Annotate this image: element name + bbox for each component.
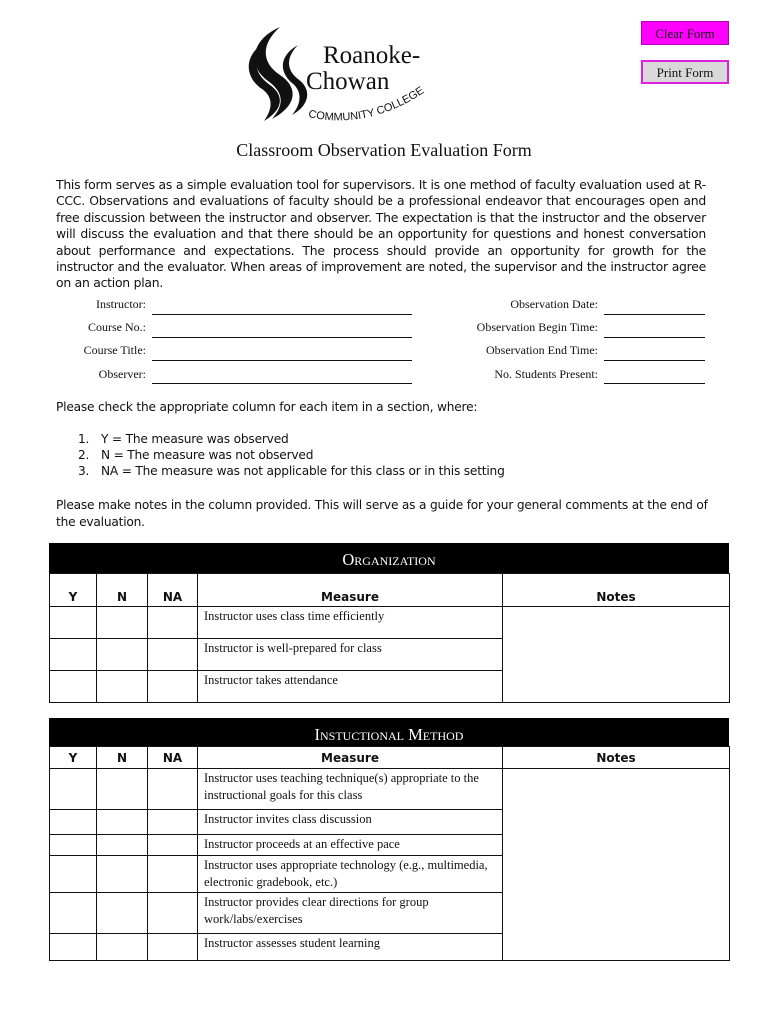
page-title: Classroom Observation Evaluation Form <box>236 140 532 160</box>
begin-time-label: Observation Begin Time: <box>476 320 598 334</box>
organization-table <box>49 573 730 703</box>
college-logo <box>242 25 437 135</box>
observer-field[interactable] <box>152 382 412 384</box>
measure-text: Instructor invites class discussion <box>198 810 503 835</box>
col-na: NA <box>148 574 198 607</box>
measure-text: Instructor uses class time efficiently <box>198 607 503 639</box>
instruction-item: Y = The measure was observed <box>101 432 289 446</box>
table-row <box>50 769 730 810</box>
course-no-field[interactable] <box>152 336 412 338</box>
observer-label: Observer: <box>98 367 146 381</box>
instruction-item-number: 3. <box>78 464 90 478</box>
print-form-button[interactable]: Print Form <box>641 60 729 84</box>
col-measure: Measure <box>198 747 503 769</box>
instructional-method-table <box>49 746 730 961</box>
na-checkbox[interactable] <box>148 769 198 810</box>
col-notes: Notes <box>503 747 730 769</box>
instruction-item-number: 2. <box>78 448 90 462</box>
na-checkbox[interactable] <box>148 934 198 961</box>
na-checkbox[interactable] <box>148 639 198 671</box>
measure-text: Instructor provides clear directions for group work/labs/exercises <box>198 893 503 934</box>
na-checkbox[interactable] <box>148 856 198 893</box>
section-header-organization: Organization <box>49 543 729 573</box>
col-measure: Measure <box>198 574 503 607</box>
notes-field[interactable] <box>503 607 730 703</box>
clear-form-button[interactable]: Clear Form <box>641 21 729 45</box>
y-checkbox[interactable] <box>50 810 97 835</box>
course-no-label: Course No.: <box>88 320 146 334</box>
y-checkbox[interactable] <box>50 856 97 893</box>
n-checkbox[interactable] <box>97 769 148 810</box>
observation-date-field[interactable] <box>604 313 705 315</box>
na-checkbox[interactable] <box>148 893 198 934</box>
students-present-label: No. Students Present: <box>494 367 598 381</box>
measure-text: Instructor uses teaching technique(s) appropriate to the instructional goals for this class <box>198 769 503 810</box>
col-y: Y <box>50 574 97 607</box>
instruction-item-number: 1. <box>78 432 90 446</box>
y-checkbox[interactable] <box>50 934 97 961</box>
section-header-instructional-method: Instuctional Method <box>49 718 729 746</box>
na-checkbox[interactable] <box>148 810 198 835</box>
n-checkbox[interactable] <box>97 639 148 671</box>
logo-tagline: COMMUNITY COLLEGE <box>307 84 427 124</box>
course-title-field[interactable] <box>152 359 412 361</box>
instructions-intro: Please check the appropriate column for each item in a section, where: <box>56 400 478 414</box>
measure-text: Instructor uses appropriate technology (e.g., multimedia, electronic gradebook, etc.) <box>198 856 503 893</box>
col-na: NA <box>148 747 198 769</box>
n-checkbox[interactable] <box>97 835 148 856</box>
n-checkbox[interactable] <box>97 856 148 893</box>
observation-date-label: Observation Date: <box>510 297 598 311</box>
logo-name-line2: Chowan <box>306 68 390 95</box>
students-present-field[interactable] <box>604 382 705 384</box>
n-checkbox[interactable] <box>97 810 148 835</box>
measure-text: Instructor is well-prepared for class <box>198 639 503 671</box>
measure-text: Instructor proceeds at an effective pace <box>198 835 503 856</box>
y-checkbox[interactable] <box>50 639 97 671</box>
y-checkbox[interactable] <box>50 671 97 703</box>
y-checkbox[interactable] <box>50 893 97 934</box>
col-notes: Notes <box>503 574 730 607</box>
intro-paragraph: This form serves as a simple evaluation tool for supervisors. It is one method of faculty evaluation used at R-CCC. Observations and evaluations of faculty should be a professional endeavor that encourages open and free discussion between the instructor and observer. The expectation is that the instructor and the observer will discuss the evaluation and that there should be an opportunity for questions and honest conversation about performance and expectations. The process should provide an opportunity for growth for the instructor and the evaluator. When areas of improvement are noted, the supervisor and the instructor agree on an action plan. <box>56 177 706 291</box>
n-checkbox[interactable] <box>97 934 148 961</box>
notes-field[interactable] <box>503 769 730 961</box>
na-checkbox[interactable] <box>148 607 198 639</box>
notes-instructions: Please make notes in the column provided. This will serve as a guide for your general comments at the end of the evaluation. <box>56 498 708 529</box>
course-title-label: Course Title: <box>83 343 146 357</box>
measure-text: Instructor takes attendance <box>198 671 503 703</box>
n-checkbox[interactable] <box>97 671 148 703</box>
n-checkbox[interactable] <box>97 893 148 934</box>
col-n: N <box>97 747 148 769</box>
na-checkbox[interactable] <box>148 835 198 856</box>
y-checkbox[interactable] <box>50 769 97 810</box>
col-n: N <box>97 574 148 607</box>
y-checkbox[interactable] <box>50 835 97 856</box>
na-checkbox[interactable] <box>148 671 198 703</box>
instruction-item: N = The measure was not observed <box>101 448 314 462</box>
y-checkbox[interactable] <box>50 607 97 639</box>
n-checkbox[interactable] <box>97 607 148 639</box>
logo-name-line1: Roanoke- <box>323 42 421 69</box>
end-time-label: Observation End Time: <box>485 343 598 357</box>
measure-text: Instructor assesses student learning <box>198 934 503 961</box>
begin-time-field[interactable] <box>604 336 705 338</box>
instruction-item: NA = The measure was not applicable for this class or in this setting <box>101 464 505 478</box>
end-time-field[interactable] <box>604 359 705 361</box>
instructor-field[interactable] <box>152 313 412 315</box>
table-row <box>50 607 730 639</box>
instructor-label: Instructor: <box>96 297 146 311</box>
col-y: Y <box>50 747 97 769</box>
